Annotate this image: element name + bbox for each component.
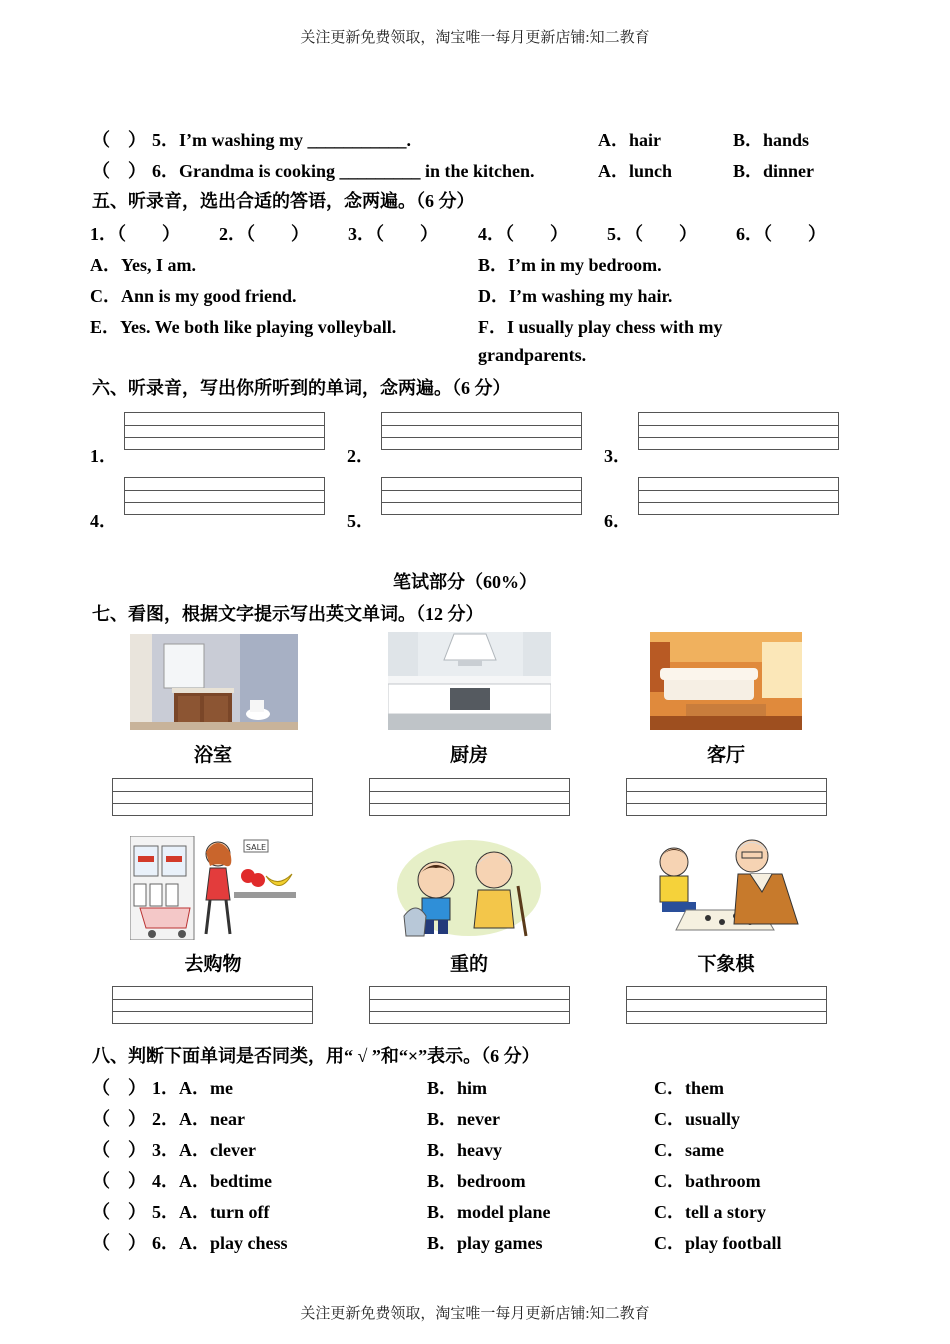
- q5-option-b: B．hands: [733, 130, 810, 150]
- s7-writing-lines-2[interactable]: [369, 778, 570, 816]
- s6-writing-lines-3[interactable]: [638, 412, 839, 450]
- q5-option-a: A．hair: [598, 130, 661, 150]
- s8-row1-option-a: 1．A．me: [152, 1078, 233, 1098]
- page-header: 关注更新免费领取，淘宝唯一每月更新店铺:知二教育: [300, 30, 650, 46]
- q6-option-b: B．dinner: [733, 161, 815, 181]
- caption-kitchen: 厨房: [449, 745, 488, 766]
- s8-row2-option-a: 2．A．near: [152, 1109, 245, 1129]
- s6-num-4: 4．: [90, 511, 117, 531]
- section8-title: 八、判断下面单词是否同类，用“ √ ”和“×”表示。（6 分）: [92, 1046, 540, 1066]
- s7-writing-lines-5[interactable]: [369, 986, 570, 1024]
- s8-row4-option-c: C．bathroom: [654, 1171, 761, 1191]
- section5-title: 五、听录音，选出合适的答语，念两遍。（6 分）: [92, 191, 475, 211]
- s8-row4-bracket: （ ）: [92, 1171, 146, 1191]
- bathroom-image: [130, 634, 298, 730]
- s8-row3-bracket: （ ）: [92, 1140, 146, 1160]
- s8-row2-bracket: （ ）: [92, 1109, 146, 1129]
- s7-writing-lines-1[interactable]: [112, 778, 313, 816]
- s8-row5-option-b: B．model plane: [427, 1202, 551, 1222]
- caption-play-chess: 下象棋: [697, 954, 755, 975]
- s5-blank-5: 5．（ ）: [607, 224, 697, 244]
- q5-bracket: （ ）: [92, 130, 146, 150]
- caption-go-shopping: 去购物: [184, 954, 242, 975]
- s8-row6-option-c: C．play football: [654, 1233, 782, 1253]
- s8-row4-option-b: B．bedroom: [427, 1171, 526, 1191]
- s5-option-e: E．Yes. We both like playing volleyball.: [90, 317, 397, 337]
- s8-row6-option-a: 6．A．play chess: [152, 1233, 288, 1253]
- s8-row5-option-a: 5．A．turn off: [152, 1202, 270, 1222]
- s8-row5-option-c: C．tell a story: [654, 1202, 766, 1222]
- kitchen-image: [388, 632, 551, 730]
- s5-option-d: D．I’m washing my hair.: [478, 286, 673, 306]
- s5-blank-1: 1．（ ）: [90, 224, 180, 244]
- s6-num-1: 1．: [90, 446, 117, 466]
- s7-writing-lines-4[interactable]: [112, 986, 313, 1024]
- s6-num-6: 6．: [604, 511, 631, 531]
- s6-writing-lines-6[interactable]: [638, 477, 839, 515]
- s8-row4-option-a: 4．A．bedtime: [152, 1171, 272, 1191]
- caption-heavy: 重的: [449, 954, 488, 975]
- caption-living-room: 客厅: [706, 745, 745, 766]
- heavy-image: [396, 836, 542, 940]
- page-footer: 关注更新免费领取，淘宝唯一每月更新店铺:知二教育: [300, 1306, 650, 1322]
- shopping-image: [130, 836, 296, 940]
- s6-num-5: 5．: [347, 511, 374, 531]
- living-room-image: [650, 632, 802, 730]
- s8-row6-bracket: （ ）: [92, 1233, 146, 1253]
- s5-option-a: A．Yes, I am.: [90, 255, 196, 275]
- section6-title: 六、听录音，写出你所听到的单词，念两遍。（6 分）: [92, 378, 511, 398]
- s5-blank-2: 2．（ ）: [219, 224, 309, 244]
- s6-writing-lines-2[interactable]: [381, 412, 582, 450]
- s5-option-b: B．I’m in my bedroom.: [478, 255, 662, 275]
- s8-row3-option-a: 3．A．clever: [152, 1140, 256, 1160]
- s5-option-c: C．Ann is my good friend.: [90, 286, 297, 306]
- q5-stem: 5．I’m washing my ___________.: [152, 130, 412, 150]
- s7-writing-lines-6[interactable]: [626, 986, 827, 1024]
- s6-writing-lines-4[interactable]: [124, 477, 325, 515]
- s7-writing-lines-3[interactable]: [626, 778, 827, 816]
- caption-bathroom: 浴室: [193, 745, 232, 766]
- s8-row6-option-b: B．play games: [427, 1233, 543, 1253]
- s8-row1-option-b: B．him: [427, 1078, 488, 1098]
- q6-stem: 6．Grandma is cooking _________ in the kitchen.: [152, 161, 535, 181]
- s5-blank-3: 3．（ ）: [348, 224, 438, 244]
- s8-row2-option-b: B．never: [427, 1109, 500, 1129]
- sale-sign: SALE: [245, 843, 267, 852]
- q6-bracket: （ ）: [92, 161, 146, 181]
- q6-option-a: A．lunch: [598, 161, 673, 181]
- s5-blank-4: 4．（ ）: [478, 224, 568, 244]
- s6-writing-lines-5[interactable]: [381, 477, 582, 515]
- s6-num-2: 2．: [347, 446, 374, 466]
- s8-row1-bracket: （ ）: [92, 1078, 146, 1098]
- s8-row5-bracket: （ ）: [92, 1202, 146, 1222]
- section7-title: 七、看图，根据文字提示写出英文单词。（12 分）: [92, 604, 484, 624]
- s8-row2-option-c: C．usually: [654, 1109, 741, 1129]
- play-chess-image: [652, 832, 800, 934]
- s5-option-f-cont: grandparents.: [478, 345, 587, 365]
- s6-num-3: 3．: [604, 446, 631, 466]
- written-part-title: 笔试部分（60%）: [393, 572, 537, 592]
- s8-row3-option-b: B．heavy: [427, 1140, 503, 1160]
- s8-row1-option-c: C．them: [654, 1078, 724, 1098]
- s6-writing-lines-1[interactable]: [124, 412, 325, 450]
- s8-row3-option-c: C．same: [654, 1140, 724, 1160]
- s5-option-f: F．I usually play chess with my: [478, 317, 723, 337]
- s5-blank-6: 6．（ ）: [736, 224, 826, 244]
